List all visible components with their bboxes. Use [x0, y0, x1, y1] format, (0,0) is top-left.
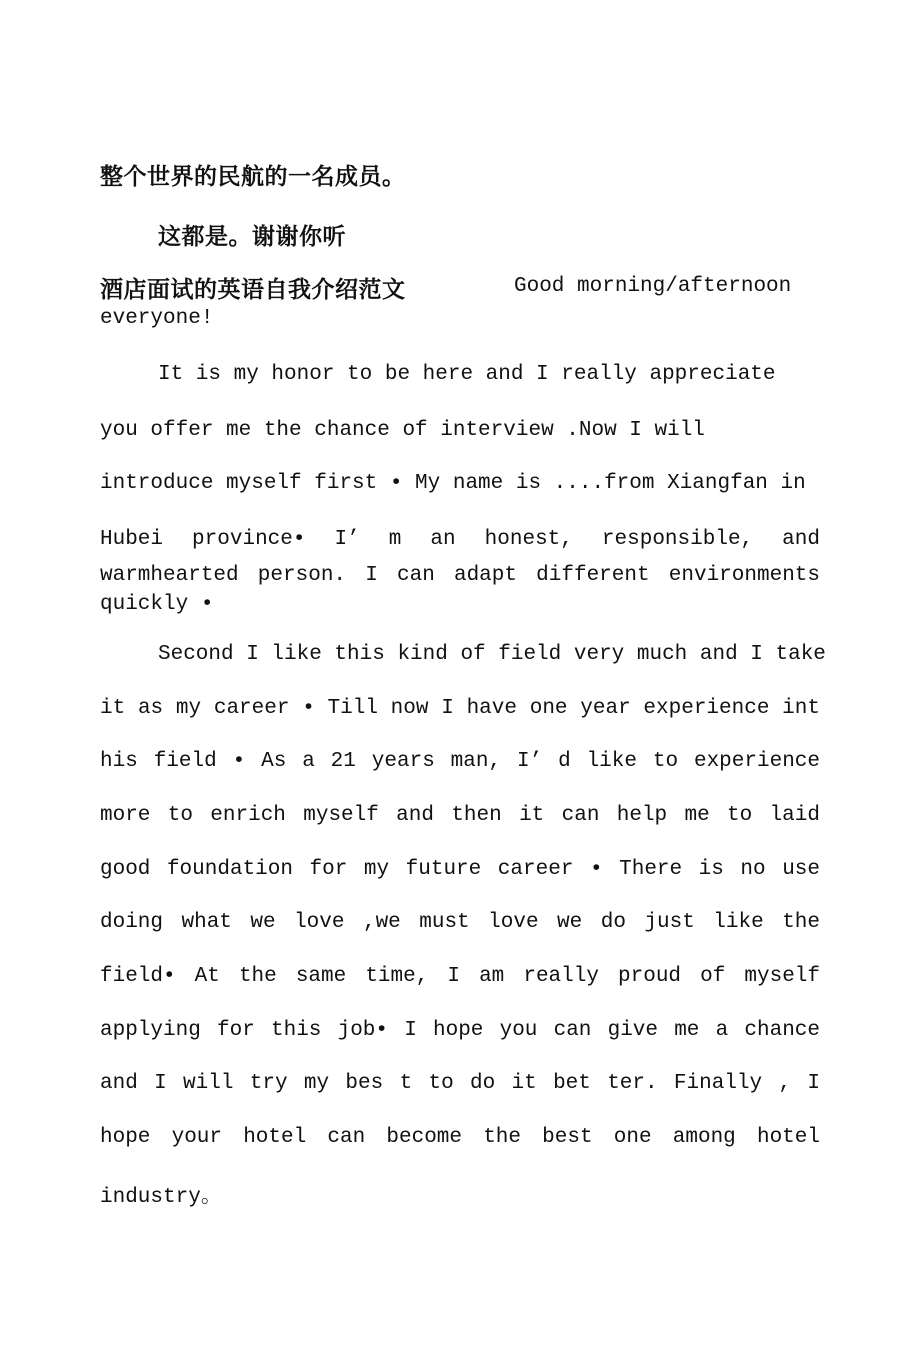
body-line-9: his field • As a 21 years man, I’ d like to experience — [100, 750, 820, 773]
body-line-6: quickly • — [100, 593, 214, 616]
body-line-12: doing what we love ,we must love we do just like the — [100, 911, 820, 934]
body-line-4: Hubei province• I’ m an honest, responsible, and — [100, 528, 820, 551]
body-line-5: warmhearted person. I can adapt different environments — [100, 564, 820, 587]
heading-continuation: 整个世界的民航的一名成员。 — [100, 164, 406, 190]
body-line-11: good foundation for my future career • There is no use — [100, 858, 820, 881]
greeting-continuation: everyone! — [100, 307, 214, 330]
body-line-13: field• At the same time, I am really proud of myself — [100, 965, 820, 988]
body-line-15: and I will try my bes t to do it bet ter. Finally , I — [100, 1072, 820, 1095]
body-line-7: Second I like this kind of field very much and I take — [158, 643, 826, 666]
body-line-10: more to enrich myself and then it can help me to laid — [100, 804, 820, 827]
body-line-3: introduce myself first • My name is ....from Xiangfan in — [100, 472, 806, 495]
body-line-16: hope your hotel can become the best one among hotel — [100, 1126, 820, 1149]
body-line-1: It is my honor to be here and I really appreciate — [158, 363, 776, 386]
body-line-17: industry。 — [100, 1186, 222, 1209]
thanks-line: 这都是。谢谢你听 — [158, 224, 346, 250]
document-title: 酒店面试的英语自我介绍范文 — [100, 277, 406, 303]
greeting-text: Good morning/afternoon — [514, 275, 792, 298]
body-line-8: it as my career • Till now I have one year experience int — [100, 697, 820, 720]
body-line-14: applying for this job• I hope you can give me a chance — [100, 1019, 820, 1042]
body-line-2: you offer me the chance of interview .Now I will — [100, 419, 705, 442]
